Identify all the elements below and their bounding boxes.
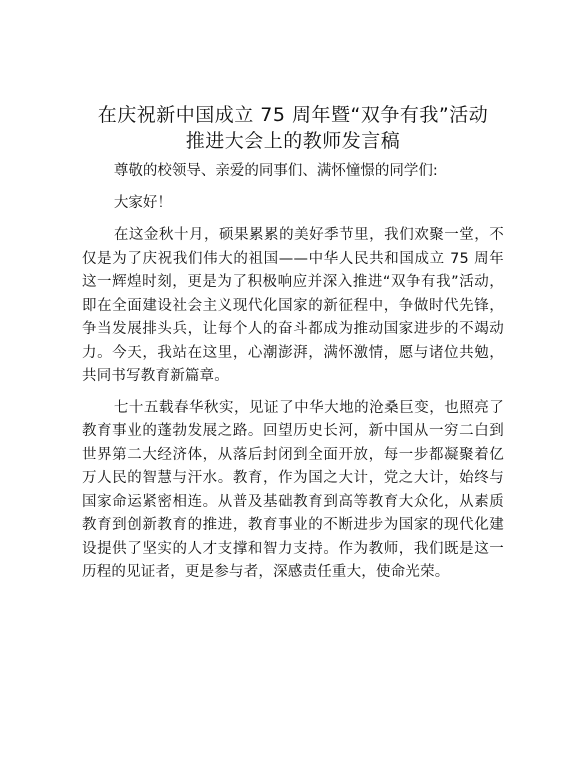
title-line-2: 推进大会上的教师发言稿	[185, 130, 401, 152]
greeting: 大家好！	[113, 195, 172, 211]
title-line-1: 在庆祝新中国成立 75 周年暨“双争有我”活动	[97, 104, 489, 126]
salutation: 尊敬的校领导、亲爱的同事们、满怀憧憬的同学们:	[113, 163, 438, 179]
paragraph-2: 七十五载春华秋实，见证了中华大地的沧桑巨变，也照亮了教育事业的蓬勃发展之路。回望历史长河，新中国从一穷二白到世界第二大经济体，从落后封闭到全面开放，每一步都凝聚着亿万人民的智慧与汗水。教育，作为国之大计，党之大计，始终与国家命运紧密相连。从普及基础教育到高等教育大众化，从素质教育到创新教育的推进，教育事业的不断进步为国家的现代化建设提供了坚实的人才支撑和智力支持。作为教师，我们既是这一历程的见证者，更是参与者，深感责任重大，使命光荣。	[82, 399, 504, 580]
document-title	[60, 102, 526, 154]
document-body	[82, 160, 504, 593]
paragraph-1: 在这金秋十月，硕果累累的美好季节里，我们欢聚一堂，不仅是为了庆祝我们伟大的祖国——中华人民共和国成立 75 周年这一辉煌时刻，更是为了积极响应并深入推进“双争有我”活动，即在全面建设社会主义现代化国家的新征程中，争做时代先锋，争当发展排头兵，让每个人的奋斗都成为推动国家进步的不竭动力。今天，我站在这里，心潮澎湃，满怀激情，愿与诸位共勉，共同书写教育新篇章。	[82, 227, 504, 384]
